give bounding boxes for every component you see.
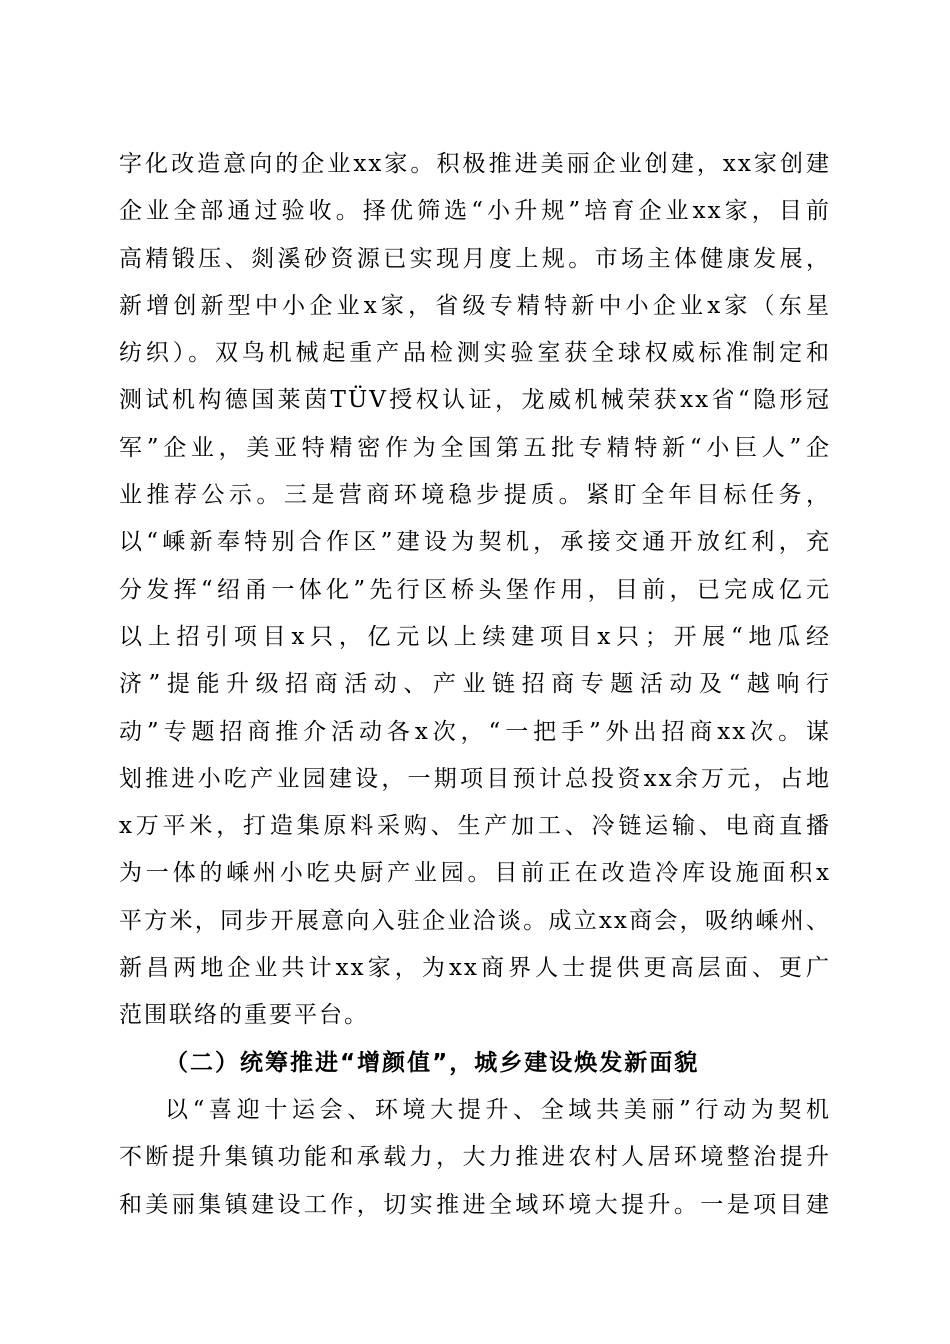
document-body	[119, 141, 831, 1229]
paragraph-line: x万平米，打造集原料采购、生产加工、冷链运输、电商直播	[119, 813, 831, 840]
paragraph-line: 新昌两地企业共计xx家，为xx商界人士提供更高层面、更广	[119, 955, 831, 982]
paragraph-line: 分发挥“绍甬一体化”先行区桥头堡作用，目前，已完成亿元	[119, 576, 831, 603]
paragraph-line: 以“嵊新奉特别合作区”建设为契机，承接交通开放红利，充	[119, 529, 831, 556]
paragraph-line-last: 范围联络的重要平台。	[119, 1002, 369, 1029]
paragraph-line: 军”企业，美亚特精密作为全国第五批专精特新“小巨人”企	[119, 434, 831, 461]
section-heading: （二）统筹推进“增颜值”，城乡建设焕发新面貌	[165, 1049, 700, 1076]
paragraph-line: 高精锻压、剡溪砂资源已实现月度上规。市场主体健康发展，	[119, 245, 831, 272]
paragraph-line: 划推进小吃产业园建设，一期项目预计总投资xx余万元，占地	[119, 765, 831, 792]
paragraph-line: 动”专题招商推介活动各x次，“一把手”外出招商xx次。谋	[119, 718, 831, 745]
paragraph-line: 新增创新型中小企业x家，省级专精特新中小企业x家（东星	[119, 292, 831, 319]
paragraph-line: 测试机构德国莱茵TÜV授权认证，龙威机械荣获xx省“隐形冠	[119, 387, 831, 414]
paragraph-line: 企业全部通过验收。择优筛选“小升规”培育企业xx家，目前	[119, 198, 831, 225]
paragraph-line: 以上招引项目x只，亿元以上续建项目x只；开展“地瓜经	[119, 623, 831, 650]
paragraph-line: 济”提能升级招商活动、产业链招商专题活动及“越响行	[119, 671, 831, 698]
paragraph-line: 纺织）。双鸟机械起重产品检测实验室获全球权威标准制定和	[119, 340, 831, 367]
section-paragraph-line: 和美丽集镇建设工作，切实推进全域环境大提升。一是项目建	[119, 1191, 831, 1218]
paragraph-line: 字化改造意向的企业xx家。积极推进美丽企业创建，xx家创建	[119, 151, 831, 177]
section-paragraph-line: 以“喜迎十运会、环境大提升、全域共美丽”行动为契机	[165, 1096, 831, 1123]
paragraph-line: 业推荐公示。三是营商环境稳步提质。紧盯全年目标任务，	[119, 482, 831, 509]
paragraph-line: 为一体的嵊州小吃央厨产业园。目前正在改造冷库设施面积x	[119, 860, 831, 887]
paragraph-line: 平方米，同步开展意向入驻企业洽谈。成立xx商会，吸纳嵊州、	[119, 907, 831, 934]
section-paragraph-line: 不断提升集镇功能和承载力，大力推进农村人居环境整治提升	[119, 1144, 831, 1171]
